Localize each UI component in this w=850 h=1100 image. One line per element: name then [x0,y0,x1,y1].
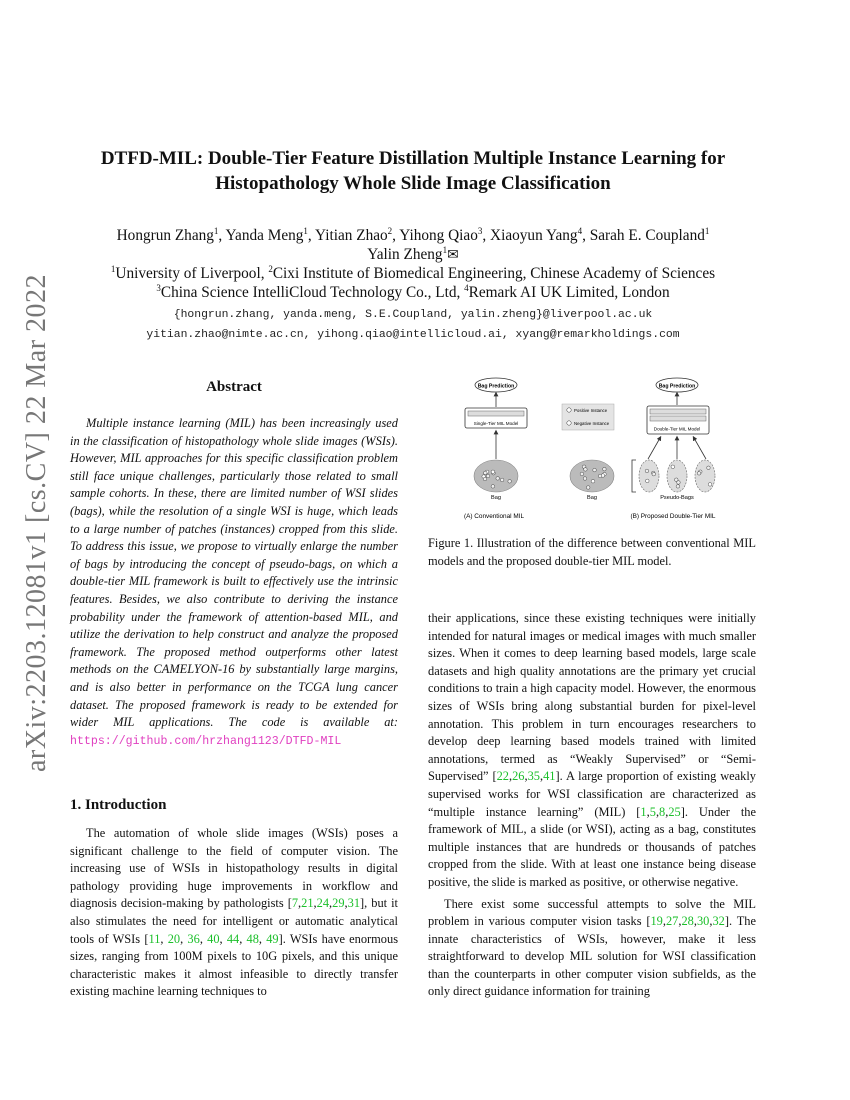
instance-dot [591,479,595,483]
instance-dot [593,468,597,472]
citation-link[interactable]: 25 [668,804,681,819]
code-link[interactable]: https://github.com/hrzhang1123/DTFD-MIL [70,734,342,748]
citation-link[interactable]: 7 [291,896,299,911]
introduction-heading: 1. Introduction [70,797,167,813]
affiliations-line-2 [70,283,756,302]
instance-dot [707,466,711,470]
citation-link[interactable]: 40 [207,931,220,946]
instance-dot [676,485,680,489]
bag-b [570,460,614,492]
intro-paragraph-2 [428,896,756,1002]
authors-line-2: Yalin Zheng$^1$✉ [367,244,459,263]
paragraph-text: , [665,804,669,819]
paragraph-text: , [199,931,208,946]
figure-1-caption: Figure 1. Illustration of the difference between conventional MIL models and the proposed double-tier MIL model. [428,536,756,568]
pseudo-bag-1 [639,460,659,492]
instance-dot [645,479,649,483]
instance-dot [671,465,675,469]
author-name: Sarah E. Coupland [589,227,705,244]
citation-link[interactable]: 28 [681,914,694,929]
author-affiliation-mark: 1 [704,225,710,236]
citation-link[interactable]: 36 [187,931,200,946]
author-name: Hongrun Zhang [116,227,214,244]
instance-dot [584,468,588,472]
paragraph-text: , [693,914,697,929]
abstract-text: Multiple instance learning (MIL) has been increasingly used in the classification of histopathology whole slide images (WSIs). However, MIL approaches for this specific classification problem still face unique challenges, particularly those related to small sample cohorts. In these, there are limited number of WSI slides (bags), while the resolution of a single WSI is huge, which leads to a large number of patches (instances) cropped from this slide. To address this issue, we propose to virtually enlarge the number of bags by introducing the concept of pseudo-bags, on which a double-tier MIL framework is built to effectively use the intrinsic features. Besides, we also contribute to deriving the instance probability under the framework of attention-based MIL, and utilize the derivation to help construct and analyze the proposed framework. The proposed method outperforms other latest methods on the CAMELYON-16 by substantially large margins, and is also better in performance on the TCGA lung cancer dataset. The proposed framework is ready to be extended for wider MIL applications. The code is available at: [70,416,398,730]
affiliations-line-1 [70,264,756,283]
paragraph-text: , [239,931,247,946]
instance-dot [645,469,649,473]
instance-dot [652,472,656,476]
citation-link[interactable]: 35 [527,769,540,784]
arxiv-identifier: arXiv:2203.12081v1 [cs.CV] 22 Mar 2022 [21,273,52,773]
paragraph-text: ]. WSIs have enormous sizes, ranging from 100M pixels to 10G pixels, and this unique characteristic makes it almost infeasible to directly transfer existing machine learning techniques to [70,931,399,999]
legend-positive: Positive Instance [574,408,608,413]
bag-prediction-label-b: Bag Prediction [658,383,696,390]
instance-dot [580,472,584,476]
bag-a [474,460,518,492]
email-list [70,305,756,345]
author-affiliation-mark: 3 [477,225,483,236]
citation-link[interactable]: 11 [148,931,161,946]
citation-link[interactable]: 49 [266,931,279,946]
affiliation-name: Cixi Institute of Biomedical Engineering, Chinese Academy of Sciences [272,265,716,282]
instance-dot [500,478,504,482]
instance-dot [598,474,602,478]
citation-link[interactable]: 48 [246,931,259,946]
figure-1 [440,374,744,524]
bag-prediction-label-a: Bag Prediction [477,383,515,390]
pseudo-bags-label: Pseudo-Bags [660,495,694,501]
arrow-b-right [694,438,706,459]
paragraph-text: , [298,896,302,911]
author-name: Yanda Meng [225,227,304,244]
paragraph-text: ]. A large proportion of existing weakly supervised works for WSI classification are characterized as “multiple instance learning” (MIL) [ [428,769,756,819]
citation-link[interactable]: 8 [659,804,666,819]
paragraph-text: , [524,769,528,784]
bag-label-a: Bag [491,495,501,501]
citation-link[interactable]: 24 [316,896,330,911]
introduction-left-column [70,825,398,1001]
instance-dot [508,480,512,484]
figure-1-diagram [440,374,744,524]
instance-dot [603,467,607,471]
author-affiliation-mark: 2 [387,225,393,236]
paragraph-text: , [709,914,713,929]
affiliation-name: Remark AI UK Limited, London [468,284,670,301]
paragraph-text: , [509,769,513,784]
citation-link[interactable]: 1 [640,804,647,819]
affiliations [70,264,756,302]
paragraph-text: , [662,914,666,929]
citation-link[interactable]: 41 [543,769,556,784]
citation-link[interactable]: 20 [167,931,181,946]
instance-dot [483,477,487,481]
bag-label-b: Bag [587,495,597,501]
negative-instance-icon [567,421,571,425]
citation-link[interactable]: 27 [665,914,679,929]
positive-instance-icon [567,408,571,412]
instance-dot [491,470,495,474]
affiliation-name: University of Liverpool, [115,265,269,282]
paragraph-text: their applications, since these existing techniques were initially intended for natural images or medical images with much smaller sizes. When it comes to deep learning based models, large scale datasets and high quality annotations are the primary yet crucial conditions to train a high capacity model. However, the enormous sizes of WSIs bring along substantial burden for pixel-level annotation. This problem in turn encourages researchers to develop deep learning based models trained with limited annotations, termed as “Weakly Supervised” or “Semi-Supervised” [ [428,611,756,784]
citation-link[interactable]: 30 [696,914,710,929]
paragraph-text: , [329,896,333,911]
instance-dot [496,477,500,481]
instance-dot [583,477,587,481]
author-name: Xiaoyun Yang [490,227,578,244]
arrow-b-left [648,438,660,459]
instance-dot [484,471,488,475]
emails-line-1: {hongrun.zhang, yanda.meng, S.E.Coupland, yalin.zheng}@liverpool.ac.uk [173,309,653,321]
paragraph-text: , [160,931,168,946]
citation-link[interactable]: 19 [650,914,663,929]
abstract-body [70,415,398,750]
author-affiliation-mark: 1 [303,225,308,236]
single-tier-label: Single-Tier MIL Model [473,421,519,426]
abstract-heading: Abstract [206,379,262,395]
author-name: Yitian Zhao [315,227,388,244]
affiliation-name: China Science IntelliCloud Technology Co., Ltd, [160,284,465,301]
legend-negative: Negative Instance [574,421,610,426]
affiliation-mark: 3 [156,282,161,293]
citation-link[interactable]: 29 [332,896,345,911]
paragraph-text: , [344,896,348,911]
instance-dot [677,481,681,485]
paragraph-text: There exist some successful attempts to solve the MIL problem in various computer vision tasks [ [428,896,756,929]
instance-dot [586,486,590,490]
paragraph-text: ]. The innate characteristics of WSIs, however, make it less straightforward to develop MIL solution for WSI classification than the counterparts in other computer vision subfields, as the only direct guidance information for training [428,914,756,999]
introduction-right-column [428,610,756,1001]
paragraph-text: , [313,896,317,911]
pseudo-bag-bracket [632,460,636,492]
citation-link[interactable]: 44 [226,931,240,946]
instance-dot [486,474,490,478]
paragraph-text: , [180,931,188,946]
instance-dot [708,483,712,487]
author-affiliation-mark: 4 [577,225,583,236]
double-tier-model-bar-2 [650,416,706,421]
subcaption-a: (A) Conventional MIL [463,513,525,520]
paragraph-text: ], but it also stimulates the need for intelligent or automatic analytical tools of WSIs [ [70,896,398,946]
author-affiliation-mark: 1 [213,225,219,236]
double-tier-label: Double-Tier MIL Model [653,426,701,432]
citation-link[interactable]: 5 [649,804,656,819]
citation-link[interactable]: 21 [301,896,314,911]
paragraph-text: , [219,931,227,946]
intro-paragraph-1-continued [428,610,756,892]
paper-title: DTFD-MIL: Double-Tier Feature Distillation Multiple Instance Learning for Histopathology Whole Slide Image Classification [100,148,726,194]
author-name: Yihong Qiao [399,227,478,244]
affiliation-mark: 1 [110,263,116,274]
author-list [70,226,756,265]
citation-link[interactable]: 31 [347,896,361,911]
paragraph-text: , [258,931,267,946]
pseudo-bag-3 [695,460,715,492]
affiliation-mark: 2 [268,263,273,274]
single-tier-model-bar [468,411,524,416]
paragraph-text: The automation of whole slide images (WSIs) poses a significant challenge to the field of computer vision. The increasing use of WSIs in histopathology results in digital pathology providing huge improvements in workflow and diagnosis decision-making by pathologists [ [70,826,398,911]
intro-paragraph-1 [70,825,398,1001]
double-tier-model-bar-1 [650,409,706,414]
paragraph-text: , [678,914,682,929]
authors-line-1: Hongrun Zhang$^1$, Yanda Meng$^1$, Yitian Zhao$^2$, Yihong Qiao$^3$, Xiaoyun Yang$^4$, Sarah E. Coupland$^1$ [116,225,710,244]
affiliation-mark: 4 [464,282,469,293]
paragraph-text: , [655,804,660,819]
citation-link[interactable]: 32 [712,914,725,929]
envelope-icon[interactable]: ✉ [447,247,459,263]
emails-line-2: yitian.zhao@nimte.ac.cn, yihong.qiao@intellicloud.ai, xyang@remarkholdings.com [146,329,680,341]
paragraph-text: ]. Under the framework of MIL, a slide (or WSI), acting as a bag, constitutes multiple instances that are hundreds or thousands of patches cropped from the slide. With at least one instance being disease positive, the slide is marked as positive, or otherwise negative. [428,804,756,889]
instance-dot [697,472,701,476]
paragraph-text: , [646,804,650,819]
citation-link[interactable]: 22 [496,769,509,784]
citation-link[interactable]: 26 [512,769,525,784]
instance-dot [491,485,495,489]
paragraph-text: , [540,769,544,784]
subcaption-b: (B) Proposed Double-Tier MIL [630,513,716,520]
